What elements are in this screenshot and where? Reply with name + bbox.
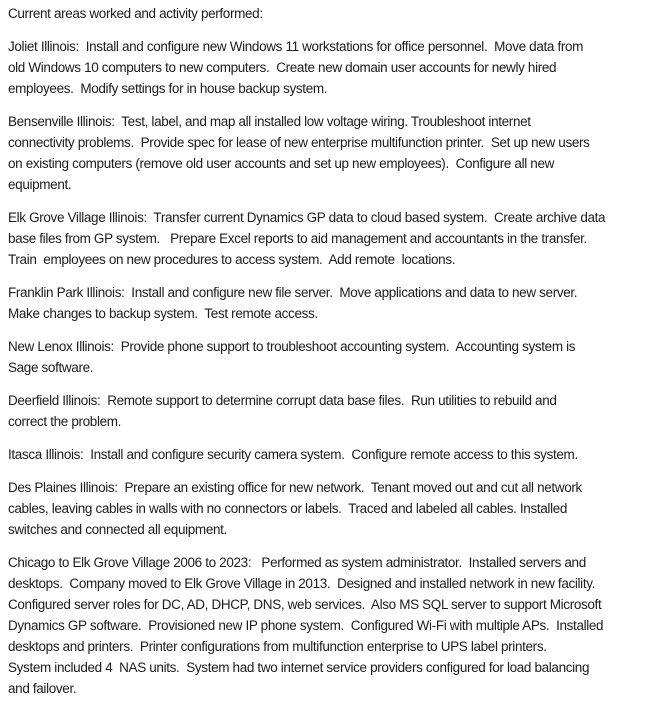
paragraph-elk-grove-village	[8, 207, 649, 270]
text-line: desktops and printers. Printer configurations from multifunction enterprise to UPS label printers.	[8, 639, 547, 654]
text-line: Chicago to Elk Grove Village 2006 to 2023: Performed as system administrator. Installed servers and	[8, 555, 586, 570]
paragraph-intro	[8, 3, 649, 24]
text-line: on existing computers (remove old user accounts and set up new employees). Configure all new	[8, 156, 554, 171]
text-line: Franklin Park Illinois: Install and configure new file server. Move applications and data to new server.	[8, 285, 578, 300]
text-line: employees. Modify settings for in house backup system.	[8, 81, 328, 96]
paragraph-joliet	[8, 36, 649, 99]
text-line: Sage software.	[8, 360, 94, 375]
text-line: Des Plaines Illinois: Prepare an existing office for new network. Tenant moved out and cut all network	[8, 480, 582, 495]
text-line: Elk Grove Village Illinois: Transfer current Dynamics GP data to cloud based system. Create archive data	[8, 210, 606, 225]
paragraph-deerfield	[8, 390, 649, 432]
text-line: desktops. Company moved to Elk Grove Village in 2013. Designed and installed network in new facility.	[8, 576, 596, 591]
text-line: equipment.	[8, 177, 72, 192]
text-line: correct the problem.	[8, 414, 122, 429]
text-line: cables, leaving cables in walls with no connectors or labels. Traced and labeled all cables. Installed	[8, 501, 568, 516]
title-line: Current areas worked and activity performed:	[8, 6, 263, 21]
text-line: Configured server roles for DC, AD, DHCP, DNS, web services. Also MS SQL server to support Microsoft	[8, 597, 602, 612]
paragraph-franklin-park	[8, 282, 649, 324]
paragraph-chicago-history	[8, 552, 649, 699]
text-line: Joliet Illinois: Install and configure new Windows 11 workstations for office personnel. Move data from	[8, 39, 584, 54]
paragraph-new-lenox	[8, 336, 649, 378]
text-line: Make changes to backup system. Test remote access.	[8, 306, 318, 321]
text-line: New Lenox Illinois: Provide phone support to troubleshoot accounting system. Accounting system is	[8, 339, 576, 354]
text-line: base files from GP system. Prepare Excel reports to aid management and accountants in the transfer.	[8, 231, 587, 246]
text-line: Dynamics GP software. Provisioned new IP phone system. Configured Wi-Fi with multiple APs. Installed	[8, 618, 604, 633]
text-line: connectivity problems. Provide spec for lease of new enterprise multifunction printer. Set up new users	[8, 135, 590, 150]
text-line: and failover.	[8, 681, 77, 696]
text-line: Train employees on new procedures to access system. Add remote locations.	[8, 252, 456, 267]
text-line: System included 4 NAS units. System had two internet service providers configured for load balancing	[8, 660, 590, 675]
paragraph-itasca	[8, 444, 649, 465]
paragraph-des-plaines	[8, 477, 649, 540]
text-line: Itasca Illinois: Install and configure security camera system. Configure remote access to this system.	[8, 447, 578, 462]
paragraph-bensenville	[8, 111, 649, 195]
text-line: switches and connected all equipment.	[8, 522, 227, 537]
text-line: Bensenville Illinois: Test, label, and map all installed low voltage wiring. Troubleshoot internet	[8, 114, 531, 129]
text-line: Deerfield Illinois: Remote support to determine corrupt data base files. Run utilities to rebuild and	[8, 393, 557, 408]
text-line: old Windows 10 computers to new computers. Create new domain user accounts for newly hired	[8, 60, 557, 75]
